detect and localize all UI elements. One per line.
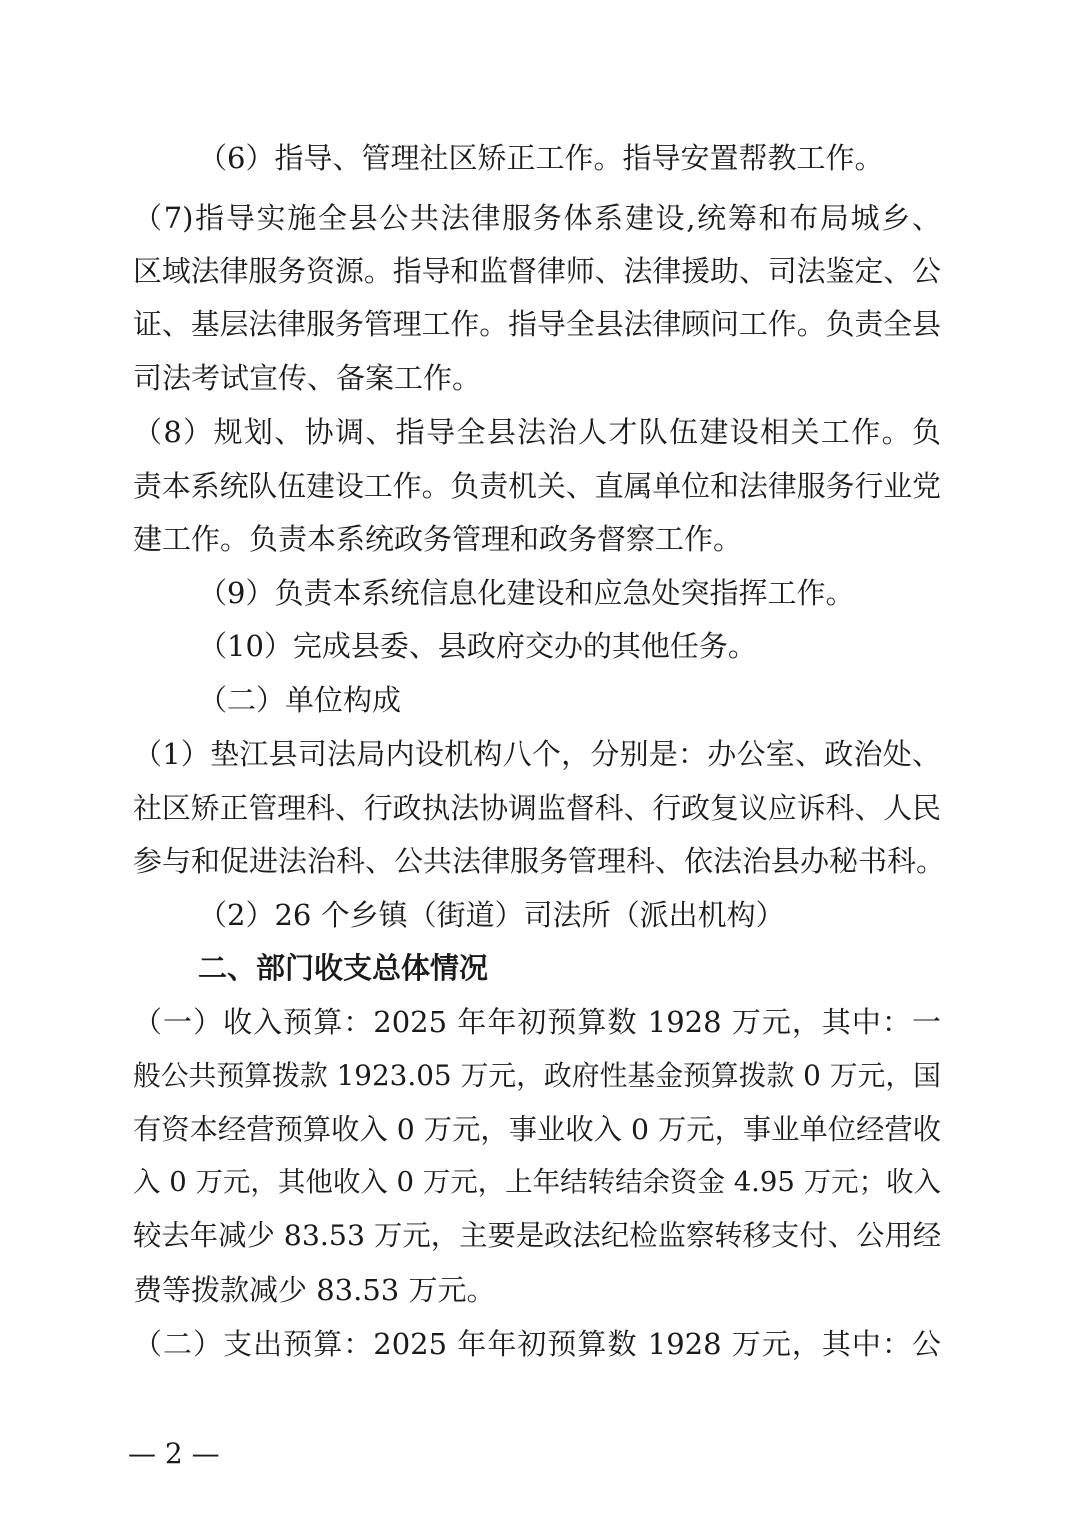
paragraph-line: （二）支出预算：2025 年年初预算数 1928 万元，其中：公 bbox=[133, 1327, 941, 1361]
paragraph-line: 司法考试宣传、备案工作。 bbox=[133, 361, 482, 395]
paragraph-line: 入 0 万元，其他收入 0 万元，上年结转结余资金 4.95 万元；收入 bbox=[133, 1167, 941, 1198]
paragraph-line: （9）负责本系统信息化建设和应急处突指挥工作。 bbox=[198, 576, 855, 610]
paragraph-line: （1）垫江县司法局内设机构八个，分别是：办公室、政治处、 bbox=[133, 737, 941, 771]
paragraph-line: 费等拨款减少 83.53 万元。 bbox=[133, 1273, 496, 1307]
paragraph-line: 证、基层法律服务管理工作。指导全县法律顾问工作。负责全县 bbox=[133, 307, 941, 341]
section-heading: 二、部门收支总体情况 bbox=[198, 951, 489, 985]
paragraph-line: （6）指导、管理社区矫正工作。指导安置帮教工作。 bbox=[198, 141, 884, 175]
paragraph-line: 社区矫正管理科、行政执法协调监督科、行政复议应诉科、人民 bbox=[133, 791, 941, 825]
paragraph-line: 较去年减少 83.53 万元，主要是政法纪检监察转移支付、公用经 bbox=[133, 1219, 942, 1252]
paragraph-line: 般公共预算拨款 1923.05 万元，政府性基金预算拨款 0 万元，国 bbox=[133, 1059, 941, 1092]
paragraph-line: （2）26 个乡镇（街道）司法所（派出机构） bbox=[198, 898, 785, 932]
paragraph-line: 区域法律服务资源。指导和监督律师、法律援助、司法鉴定、公 bbox=[133, 254, 941, 288]
paragraph-line: （8）规划、协调、指导全县法治人才队伍建设相关工作。负 bbox=[133, 415, 941, 449]
page-number: — 2 — bbox=[128, 1437, 220, 1470]
paragraph-line: 参与和促进法治科、公共法律服务管理科、依法治县办秘书科。 bbox=[133, 844, 946, 878]
paragraph-line: 责本系统队伍建设工作。负责机关、直属单位和法律服务行业党 bbox=[133, 469, 941, 503]
paragraph-line: （10）完成县委、县政府交办的其他任务。 bbox=[198, 629, 757, 663]
section-subheading: （二）单位构成 bbox=[198, 683, 402, 717]
paragraph-line: 有资本经营预算收入 0 万元，事业收入 0 万元，事业单位经营收 bbox=[133, 1113, 941, 1146]
paragraph-line: （一）收入预算：2025 年年初预算数 1928 万元，其中：一 bbox=[133, 1005, 941, 1039]
paragraph-line: 建工作。负责本系统政务管理和政务督察工作。 bbox=[133, 522, 743, 556]
paragraph-line: （7)指导实施全县公共法律服务体系建设,统筹和布局城乡、 bbox=[133, 201, 941, 235]
